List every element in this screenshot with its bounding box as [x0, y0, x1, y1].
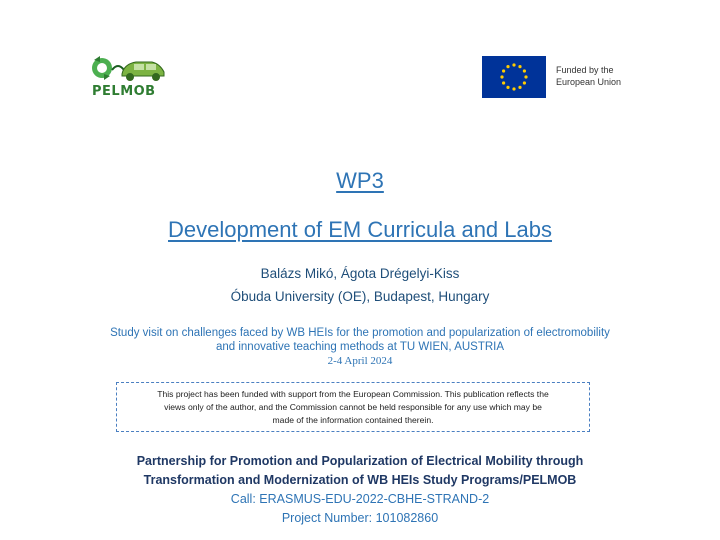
project-number: Project Number: 101082860	[281, 511, 439, 525]
title-wp: WP3	[336, 168, 384, 193]
partnership-line-2: Transformation and Modernization of WB HEIs Study Programs/PELMOB	[143, 473, 577, 487]
disclaimer-line-1: This project has been funded with support from the European Commission. This publication reflects the	[157, 389, 549, 399]
project-call: Call: ERASMUS-EDU-2022-CBHE-STRAND-2	[230, 492, 490, 506]
visit-date: 2-4 April 2024	[327, 355, 393, 367]
visit-line-1: Study visit on challenges faced by WB HEIs for the promotion and popularization of electromobility	[110, 327, 610, 339]
visit-line-2: and innovative teaching methods at TU WIEN, AUSTRIA	[215, 341, 505, 353]
eu-funding-label	[556, 64, 621, 88]
eu-line-1: Funded by the	[556, 65, 614, 75]
partnership-line-1: Partnership for Promotion and Popularization of Electrical Mobility through	[136, 454, 584, 468]
authors-block	[0, 262, 720, 308]
disclaimer-line-2: views only of the author, and the Commission cannot be held responsible for any use which may be	[164, 402, 542, 412]
title-main: Development of EM Curricula and Labs	[168, 217, 552, 242]
study-visit-block	[40, 326, 680, 368]
pelmob-logo	[88, 52, 168, 102]
eu-flag-icon	[482, 56, 546, 98]
pelmob-car-icon	[88, 52, 168, 86]
disclaimer-line-3: made of the information contained therein.	[272, 415, 434, 425]
author-names: Balázs Mikó, Ágota Drégelyi-Kiss	[260, 266, 460, 281]
logo-wordmark: PELMOB	[92, 84, 156, 99]
eu-line-2: European Union	[556, 77, 622, 87]
disclaimer-box	[116, 382, 590, 432]
project-call-block	[0, 490, 720, 528]
author-affiliation: Óbuda University (OE), Budapest, Hungary	[230, 289, 490, 304]
partnership-title	[40, 452, 680, 490]
